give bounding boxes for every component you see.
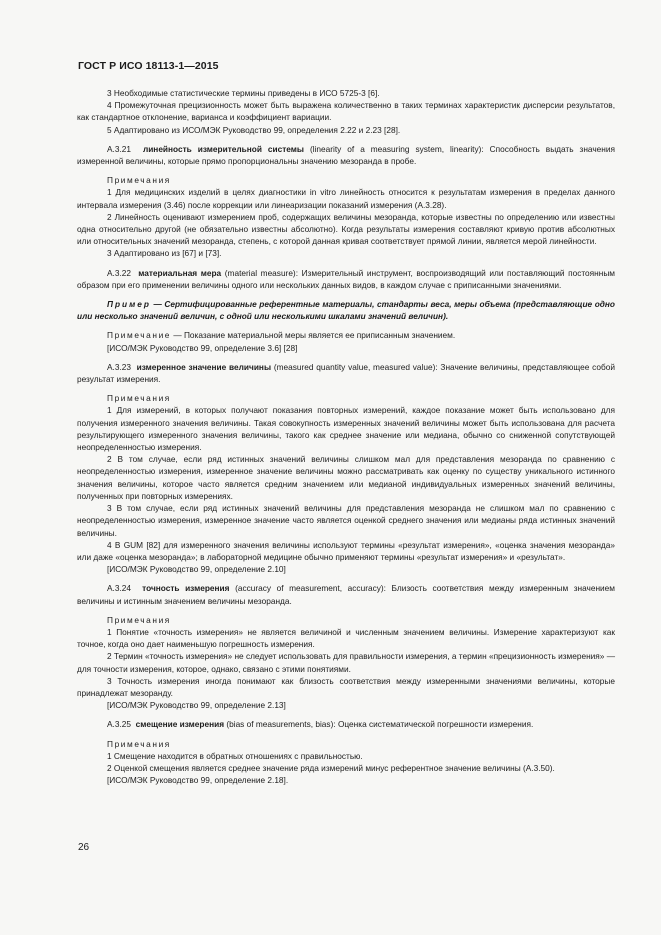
definition-term: точность измерения (142, 583, 230, 594)
note-item: 3 Необходимые статистические термины приведены в ИСО 5725-3 [6]. (107, 88, 380, 98)
notes-heading: Примечания (107, 175, 171, 186)
page-content (77, 87, 615, 786)
definition-a324 (77, 582, 615, 606)
note-item: 1 Смещение находится в обратных отношениях с правильностью. (107, 750, 363, 761)
definition-term: смещение измерения (135, 719, 225, 730)
definition-text: (material measure): Измерительный инструмент, воспроизводящий или поставляющий постоянным образом при его применении величины одного или нескольких данных видов, в каждом случае с приписанными значениями. (77, 267, 615, 290)
note-label: Примечание (107, 330, 172, 341)
notes-heading: Примечания (107, 614, 171, 625)
example-label: Пример (107, 299, 151, 310)
source-reference: [ИСО/МЭК Руководство 99, определение 2.13] (107, 700, 286, 711)
source-reference: [ИСО/МЭК Руководство 99, определение 3.6] [28] (107, 342, 298, 353)
notes-heading: Примечания (107, 393, 171, 404)
definition-term: измеренное значение величины (136, 361, 272, 372)
definition-number: А.3.23 (107, 361, 131, 372)
note-text: — Показание материальной меры является ее приписанным значением. (171, 330, 456, 341)
note-item: 5 Адаптировано из ИСО/МЭК Руководство 99, определения 2.22 и 2.23 [28]. (107, 124, 401, 135)
note-item: 4 В GUM [82] для измеренного значения величины используют термины «результат измерения», «оценка значения мезоранда» или даже «оценка мезоранда»; в лабораторной медицине обычно применяют термины «результат измерения» и «результат». (77, 539, 615, 562)
source-reference: [ИСО/МЭК Руководство 99, определение 2.18]. (107, 775, 289, 786)
source-reference: [ИСО/МЭК Руководство 99, определение 2.10] (107, 564, 286, 575)
note-item: 1 Для медицинских изделий в целях диагностики in vitro линейность относится к результатам измерения в пределах данного интервала измерения (3.46) после коррекции или линеаризации показаний измерения (А.3.28). (77, 187, 615, 210)
note-item: 4 Промежуточная прецизионность может быть выражена количественно в таких терминах характеристик дисперсии результатов, как стандартное отклонение, варианса и коэффициент вариации. (77, 100, 615, 123)
definition-a325 (77, 718, 615, 730)
note-item: 1 Для измерений, в которых получают показания повторных измерений, каждое показание может быть использовано для получения измеренного значения величины. Такая совокупность измеренных значений величины может быть использована для расчета результирующего измеренного значения величины, такого как среднее значение или медиана, обычно со сниженной сопутствующей неопределенностью измерения. (77, 405, 615, 453)
definition-text: (accuracy of measurement, accuracy): Близость соответствия между измеренным значением величины и истинным значением величины мезоранда. (77, 583, 615, 606)
definition-term: материальная мера (138, 267, 222, 278)
note-item: 3 Точность измерения иногда понимают как близость соответствия между измеренными значениями величины, которые принадлежат мезоранду. (77, 675, 615, 698)
note-item: 3 Адаптировано из [67] и [73]. (107, 248, 222, 259)
example-block (77, 298, 615, 322)
page-number: 26 (78, 842, 90, 853)
note-item: 2 Линейность оценивают измерением проб, содержащих величины мезоранда, которые известны по определению или известны одна относительно другой (не обязательно известны абсолютно). Когда результаты измерения составляют кривую против абсолютных или относительных значений мезоранда, степень, с которой данная кривая соответствует прямой линии, является мерой линейности. (77, 211, 615, 247)
definition-text: (linearity of a measuring system, linearity): Способность выдать значения измеренной величины, которые прямо пропорциональны значению мезоранда в пробе. (77, 143, 615, 167)
definition-number: А.3.24 (107, 583, 131, 594)
note-item: 2 Оценкой смещения является среднее значение ряда измерений минус референтное значение величины (А.3.50). (107, 762, 555, 773)
definition-term: линейность измерительной системы (142, 143, 305, 154)
definition-number: А.3.25 (107, 719, 131, 730)
note-item: 3 В том случае, если ряд истинных значений величины для представления мезоранда не слишком мал по сравнению с неопределенностью измерения, измеренное значение часто является оценкой среднего значения или медианы ряда истинных значений величины. (77, 503, 615, 538)
definition-number: А.3.22 (107, 267, 131, 278)
definition-number: А.3.21 (107, 143, 131, 154)
note-item: 2 В том случае, если ряд истинных значений величины слишком мал для представления мезоранда по сравнению с неопределенностью измерения, измеренное значение величины можно рассматривать как оценку по существу уникального истинного значения величины, которое часто является средним значением или медианой индивидуальных измеренных значений величины, полученных при повторных измерениях. (77, 454, 615, 501)
definition-a323 (77, 361, 615, 385)
definition-text: (measured quantity value, measured value): Значение величины, представляющее собой результат измерения. (77, 361, 615, 385)
definition-a322 (77, 267, 615, 291)
definition-a321 (77, 143, 615, 167)
single-note (77, 329, 615, 341)
page-header: ГОСТ Р ИСО 18113-1—2015 (78, 60, 219, 72)
note-item: 1 Понятие «точность измерения» не является величиной и численным значением величины. Измерение характеризуют как точное, когда оно дает наименьшую погрешность измерения. (77, 626, 615, 650)
notes-heading: Примечания (107, 738, 171, 749)
definition-text: (bias of measurements, bias): Оценка систематической погрешности измерения. (224, 719, 534, 730)
example-text: — Сертифицированные референтные материалы, стандарты веса, меры объема (представляющие одно или несколько значений величин, с одной или несколькими шкалами значений величин). (77, 299, 615, 322)
note-item: 2 Термин «точность измерения» не следует использовать для правильности измерения, а термин «прецизионность измерения» — для точности измерения, которое, однако, связано с этими понятиями. (77, 651, 615, 674)
